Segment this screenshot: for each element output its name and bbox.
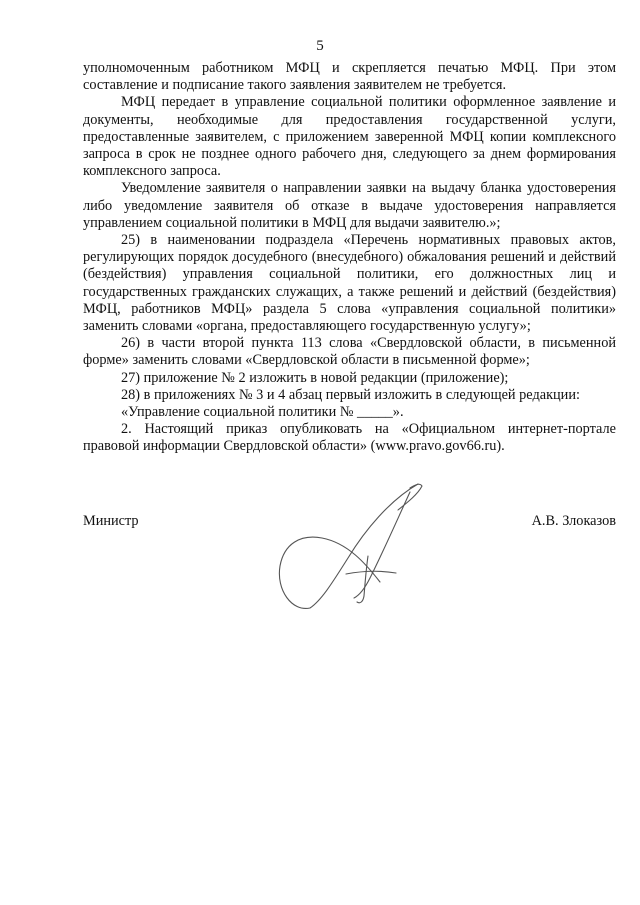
signer-title: Министр	[83, 513, 139, 529]
paragraph-item-28: 28) в приложениях № 3 и 4 абзац первый изложить в следующей редакции:	[121, 386, 580, 403]
paragraph-continuation: уполномоченным работником МФЦ и скрепляется печатью МФЦ. При этом составление и подписание такого заявления заявителем не требуется.	[83, 60, 616, 94]
signature-stroke-flourish	[398, 484, 422, 510]
paragraph-item-27: 27) приложение № 2 изложить в новой редакции (приложение);	[121, 369, 509, 386]
signature-stroke-cross	[346, 571, 396, 574]
signer-name: А.В. Злоказов	[531, 513, 616, 529]
signature-stroke-loop	[279, 484, 418, 608]
signature-stroke-tail	[357, 556, 368, 603]
paragraph-mfc-transfer: МФЦ передает в управление социальной политики оформленное заявление и документы, необходимые для предоставления государственной услуги, предоставленные заявителем, с приложением заверенной МФЦ копии комплексного запроса в срок не позднее одного рабочего дня, следующего за днем формирования комплексного запроса.	[83, 94, 616, 180]
paragraph-item-25: 25) в наименовании подраздела «Перечень нормативных правовых актов, регулирующих порядок досудебного (внесудебного) обжалования решений и действий (бездействия) управления социальной политики, его должностных лиц и государственных гражданских служащих, а также решений и действий (бездействия) МФЦ, работников МФЦ» раздела 5 слова «управления социальной политики» заменить словами «органа, предоставляющего государственную услугу»;	[83, 232, 616, 335]
signature-stroke-diagonal	[354, 492, 410, 598]
handwritten-signature	[270, 478, 430, 618]
paragraph-publish-order: 2. Настоящий приказ опубликовать на «Официальном интернет-портале правовой информации Свердловской области» (www.pravo.gov66.ru).	[83, 421, 616, 455]
document-body	[83, 60, 616, 456]
paragraph-quote: «Управление социальной политики № _____».	[121, 404, 404, 421]
paragraph-item-26: 26) в части второй пункта 113 слова «Свердловской области, в письменной форме» заменить словами «Свердловской области в письменной форме»;	[83, 335, 616, 369]
page-number: 5	[316, 38, 324, 54]
paragraph-notification: Уведомление заявителя о направлении заявки на выдачу бланка удостоверения либо уведомление заявителя об отказе в выдаче удостоверения направляется управлением социальной политики в МФЦ для выдачи заявителю.»;	[83, 180, 616, 231]
